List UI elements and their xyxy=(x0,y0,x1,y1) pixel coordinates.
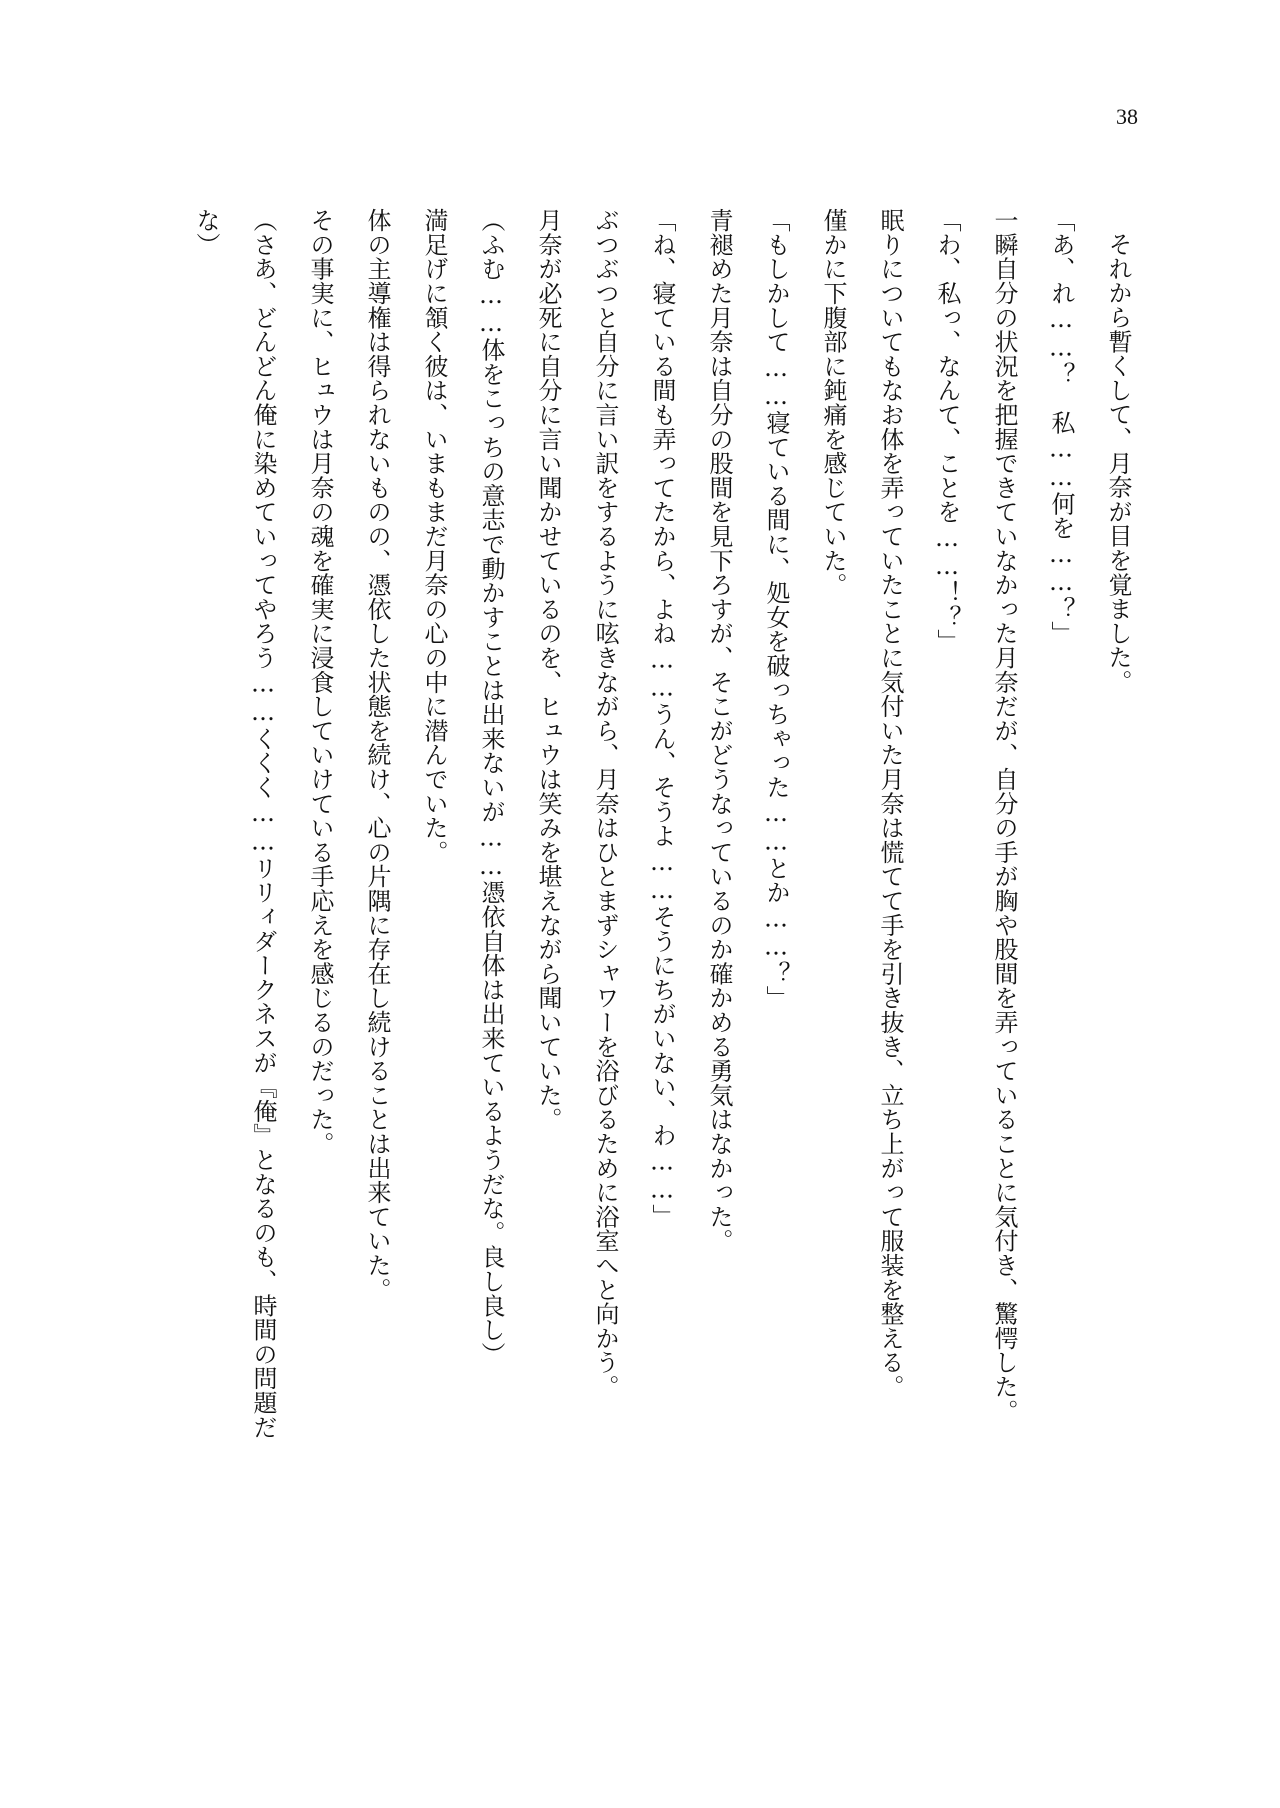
text-column: 青褪めた月奈は自分の股間を見下ろすが、そこがどうなっているのか確かめる勇気はなかった。 xyxy=(705,208,733,1253)
text-column: （ふむ……体をこっちの意志で動かすことは出来ないが……憑依自体は出来ているようだな。良し良し） xyxy=(477,208,505,1367)
text-column: ぶつぶつと自分に言い訳をするように呟きながら、月奈はひとまずシャワーを浴びるために浴室へと向かう。 xyxy=(591,208,619,1399)
text-column: 体の主導権は得られないものの、憑依した状態を続け、心の片隅に存在し続けることは出来ていた。 xyxy=(363,208,391,1302)
text-column: 満足げに頷く彼は、いまもまだ月奈の心の中に潜んでいた。 xyxy=(420,208,448,865)
text-column: （さあ、どんどん俺に染めていってやろう……くくく……リリィダークネスが『俺』となるのも、時間の問題だ xyxy=(249,208,277,1439)
page-number: 38 xyxy=(1116,104,1138,129)
text-column: 「あ、れ……？ 私……何を……？」 xyxy=(1047,208,1075,646)
text-column: 「わ、私っ、なんて、ことを……！？」 xyxy=(933,208,961,654)
text-column: それから暫くして、月奈が目を覚ました。 xyxy=(1104,232,1132,694)
text-column: 「ね、寝ている間も弄ってたから、よね……うん、そうよ……そうにちがいない、わ……」 xyxy=(648,208,676,1229)
text-column: な） xyxy=(192,208,220,257)
text-column: その事実に、ヒュウは月奈の魂を確実に浸食していけている手応えを感じるのだった。 xyxy=(306,208,334,1156)
text-column: 一瞬自分の状況を把握できていなかった月奈だが、自分の手が胸や股間を弄っていることに気付き、驚愕した。 xyxy=(990,208,1018,1423)
text-column: 月奈が必死に自分に言い聞かせているのを、ヒュウは笑みを堪えながら聞いていた。 xyxy=(534,208,562,1132)
text-column: 眠りについてもなお体を弄っていたことに気付いた月奈は慌てて手を引き抜き、立ち上がって服装を整える。 xyxy=(876,208,904,1399)
text-column: 「もしかして……寝ている間に、処女を破っちゃった……とか……？」 xyxy=(762,208,790,1010)
text-column: 僅かに下腹部に鈍痛を感じていた。 xyxy=(819,208,847,597)
